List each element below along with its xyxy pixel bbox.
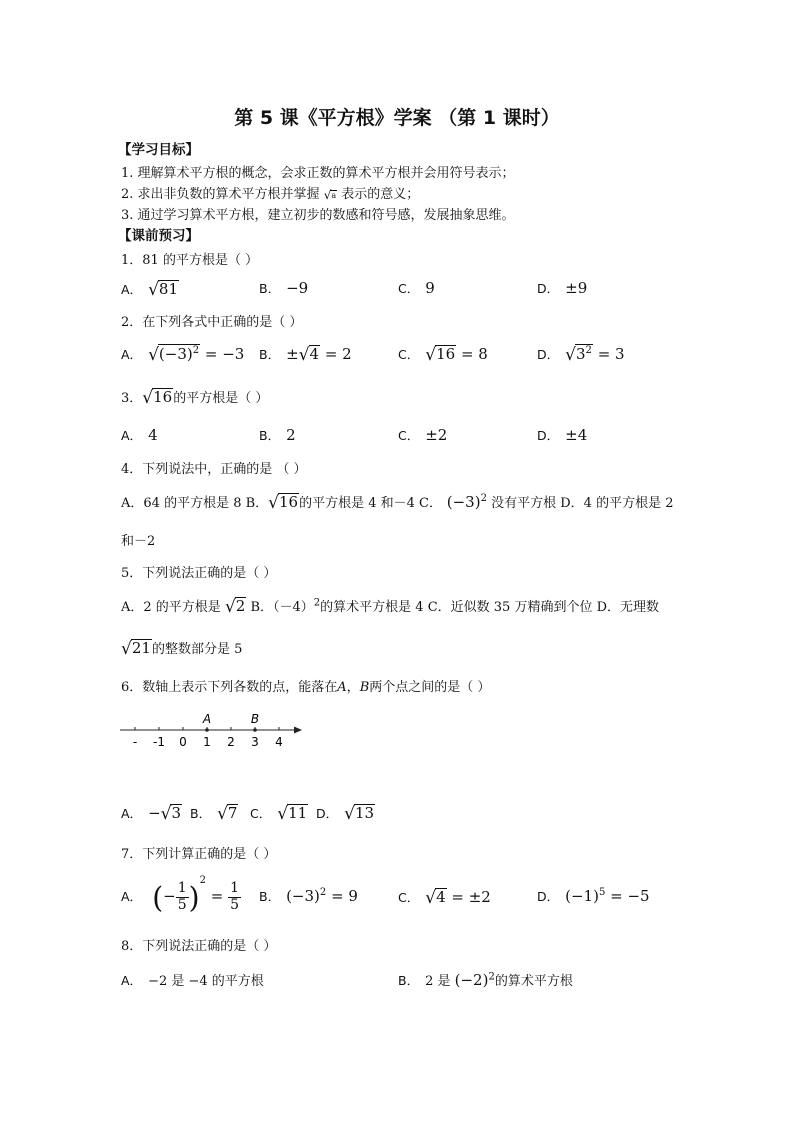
- q2-option-c: C． √16 = 8: [398, 345, 488, 365]
- q5-options: A．2 的平方根是 √2 B．$(-4)^2$的算术平方根是 4 C．近似数 35 万精确到个位 D．无理数: [121, 597, 660, 617]
- q3-option-d: D． ±4: [537, 426, 588, 444]
- q1-stem: 1．81 的平方根是（ ）: [121, 253, 259, 268]
- q3-stem: 3．√16的平方根是（ ）: [121, 388, 269, 408]
- q7-stem: 7．下列计算正确的是（ ）: [121, 847, 277, 862]
- q6-stem: 6．数轴上表示下列各数的点，能落在A，B两个点之间的是（ ）: [121, 680, 491, 695]
- number-line-tick-label: 2: [227, 735, 235, 749]
- q6-option-b: B． √7: [190, 804, 238, 824]
- number-line-tick-label: 4: [275, 735, 283, 749]
- section-preview-heading: 【课前预习】: [118, 228, 199, 244]
- goal-1: 1. 理解算术平方根的概念，会求正数的算术平方根并会用符号表示；: [121, 166, 515, 181]
- point-a-dot: [205, 728, 209, 732]
- q5-options-line2: √21的整数部分是 5: [121, 639, 243, 659]
- q2-option-d: D． $√3^2 = 3$: [537, 345, 625, 365]
- q3-option-b: B． 2: [259, 426, 296, 444]
- number-line-arrow: [294, 727, 302, 734]
- q3-option-a: A． 4: [121, 426, 158, 444]
- number-line-tick-label: 0: [179, 735, 187, 749]
- q2-option-a: A． $√(-3)^2 = -3$: [121, 345, 245, 365]
- q2-stem: 2．在下列各式中正确的是（ ）: [121, 315, 303, 330]
- q1-option-b: B． −9: [259, 279, 309, 297]
- number-line-tick-label: -: [132, 735, 138, 749]
- number-line-tick-label: 1: [203, 735, 211, 749]
- q5-stem: 5．下列说法正确的是（ ）: [121, 566, 277, 581]
- point-a-label: A: [202, 712, 212, 726]
- point-b-dot: [253, 728, 257, 732]
- q8-option-b: B． 2 是 $(-2)^2$的算术平方根: [398, 971, 573, 989]
- q8-stem: 8．下列说法正确的是（ ）: [121, 939, 277, 954]
- q1-option-a: A． √81: [121, 280, 178, 300]
- goal-3: 3. 通过学习算术平方根，建立初步的数感和符号感，发展抽象思维。: [121, 208, 515, 223]
- q3-option-c: C． ±2: [398, 426, 448, 444]
- q6-option-a: A． −√3: [121, 804, 182, 824]
- sqrt-a-symbol: √a: [323, 188, 337, 202]
- section-goals-heading: 【学习目标】: [118, 142, 199, 158]
- q1-option-d: D． ±9: [537, 279, 588, 297]
- q6-option-c: C． √11: [250, 804, 308, 824]
- q2-option-b: B． ±√4 = 2: [259, 345, 352, 365]
- q7-option-a: A． (− $\frac{1}{5}$ )$^2$ = $\frac{1}{5}$: [121, 875, 239, 915]
- number-line-tick-label: 3: [251, 735, 259, 749]
- q4-options-line2: 和－2: [121, 534, 156, 549]
- number-line-tick-label: -1: [153, 735, 165, 749]
- q4-options: A．64 的平方根是 8 B．√16的平方根是 4 和－4 C． $(-3)^2$ 没有平方根 D．4 的平方根是 2: [121, 493, 674, 513]
- q7-option-c: C． √4 = ±2: [398, 888, 491, 908]
- page-title: 第 5 课《平方根》学案 （第 1 课时）: [234, 107, 560, 129]
- point-b-label: B: [250, 712, 260, 726]
- q8-option-a: A． −2 是 −4 的平方根: [121, 973, 264, 989]
- q7-option-b: B． $(-3)^2 = 9$: [259, 887, 358, 905]
- q1-option-c: C． 9: [398, 279, 435, 297]
- q4-stem: 4．下列说法中，正确的是 （ ）: [121, 462, 307, 477]
- number-line: [118, 708, 308, 754]
- goal-2: 2. 求出非负数的算术平方根并掌握 √a 表示的意义；: [121, 187, 420, 202]
- q6-option-d: D． √13: [316, 804, 375, 824]
- q7-option-d: D． $(-1)^5 = -5$: [537, 887, 650, 905]
